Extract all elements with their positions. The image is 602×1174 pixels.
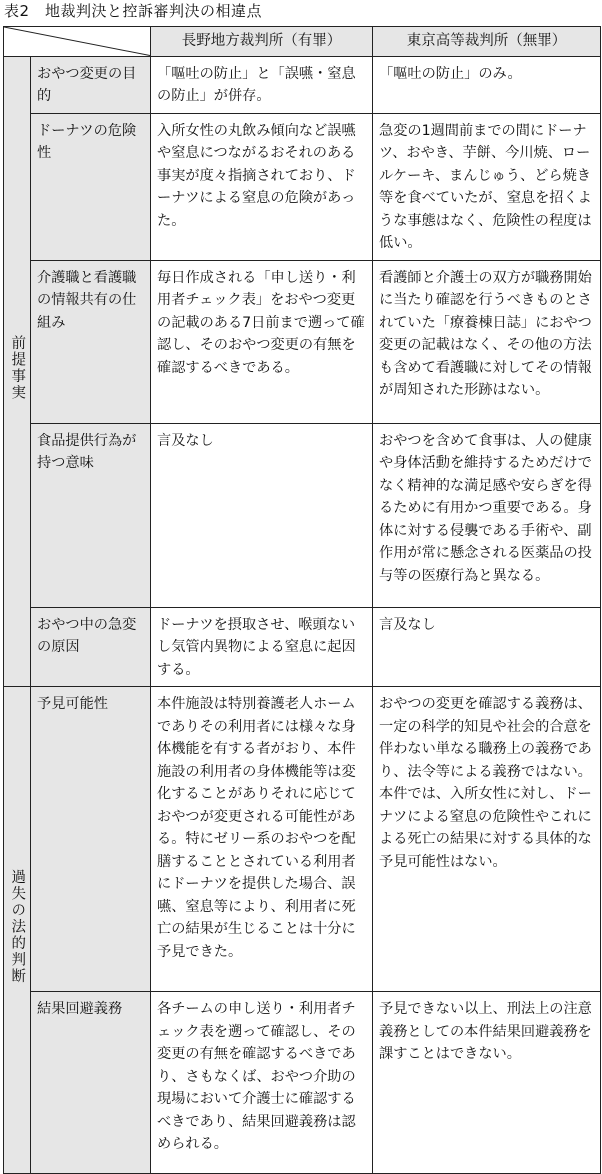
row-category: おやつ変更の目的 — [31, 56, 151, 113]
right-cell: 看護師と介護士の双方が職務開始に当たり確認を行うべきものとされていた「療養棟日誌」におやつ変更の記載はなく、その他の方法も含めて看護職に対してその情報が周知された形跡はない。 — [373, 260, 601, 423]
corner-cell — [4, 27, 151, 57]
table-row — [4, 607, 601, 687]
table-row — [4, 687, 601, 992]
left-cell: 各チームの申し送り・利用者チェック表を遡って確認し、その変更の有無を確認するべきであり、さもなくば、おやつ介助の現場において介護士に確認するべきであり、結果回避義務は認められる。 — [151, 992, 373, 1174]
row-category: おやつ中の急変の原因 — [31, 607, 151, 687]
header-row — [4, 27, 601, 57]
left-cell: 毎日作成される「申し送り・利用者チェック表」をおやつ変更の記載のある7日前まで遡って確認し、そのおやつ変更の有無を確認するべきである。 — [151, 260, 373, 423]
column-header-right: 東京高等裁判所（無罪） — [373, 27, 601, 57]
table-row — [4, 992, 601, 1174]
table-row — [4, 423, 601, 607]
row-category: 結果回避義務 — [31, 992, 151, 1174]
table-row — [4, 260, 601, 423]
left-cell: 「嘔吐の防止」と「誤嚥・窒息の防止」が併存。 — [151, 56, 373, 113]
row-category: 介護職と看護職の情報共有の仕組み — [31, 260, 151, 423]
left-cell: 本件施設は特別養護老人ホームでありその利用者には様々な身体機能を有する者がおり、本件施設の利用者の身体機能等は変化することがありそれに応じておやつが変更される可能性がある。特にゼリー系のおやつを配膳することとされている利用者にドーナツを提供した場合、誤嚥、窒息等により、利用者に死亡の結果が生じることは十分に予見できた。 — [151, 687, 373, 992]
diagonal-line — [4, 27, 150, 56]
table-title: 表2 地裁判決と控訴審判決の相違点 — [4, 2, 263, 20]
right-cell: 予見できない以上、刑法上の注意義務としての本件結果回避義務を課すことはできない。 — [373, 992, 601, 1174]
row-category: ドーナツの危険性 — [31, 113, 151, 260]
row-category: 予見可能性 — [31, 687, 151, 992]
right-cell: 「嘔吐の防止」のみ。 — [373, 56, 601, 113]
left-cell: 言及なし — [151, 423, 373, 607]
group-label-premise: 前提事実 — [4, 56, 31, 687]
row-category: 食品提供行為が持つ意味 — [31, 423, 151, 607]
right-cell: 言及なし — [373, 607, 601, 687]
table-row — [4, 113, 601, 260]
right-cell: おやつの変更を確認する義務は、一定の科学的知見や社会的合意を伴わない単なる職務上の義務であり、法令等による義務ではない。本件では、入所女性に対し、ドーナツによる窒息の危険性やこれによる死亡の結果に対する具体的な予見可能性はない。 — [373, 687, 601, 992]
comparison-table — [3, 26, 601, 1174]
left-cell: 入所女性の丸飲み傾向など誤嚥や窒息につながるおそれのある事実が度々指摘されており、ドーナツによる窒息の危険があった。 — [151, 113, 373, 260]
table-row — [4, 56, 601, 113]
group-label-negligence: 過失の法的判断 — [4, 687, 31, 1174]
right-cell: 急変の1週間前までの間にドーナツ、おやき、芋餅、今川焼、ロールケーキ、まんじゅう、どら焼き等を食べていたが、窒息を招くような事態はなく、危険性の程度は低い。 — [373, 113, 601, 260]
left-cell: ドーナツを摂取させ、喉頭ないし気管内異物による窒息に起因する。 — [151, 607, 373, 687]
right-cell: おやつを含めて食事は、人の健康や身体活動を維持するためだけでなく精神的な満足感や安らぎを得るために有用かつ重要である。身体に対する侵襲である手術や、副作用が常に懸念される医薬品の投与等の医療行為と異なる。 — [373, 423, 601, 607]
column-header-left: 長野地方裁判所（有罪） — [151, 27, 373, 57]
